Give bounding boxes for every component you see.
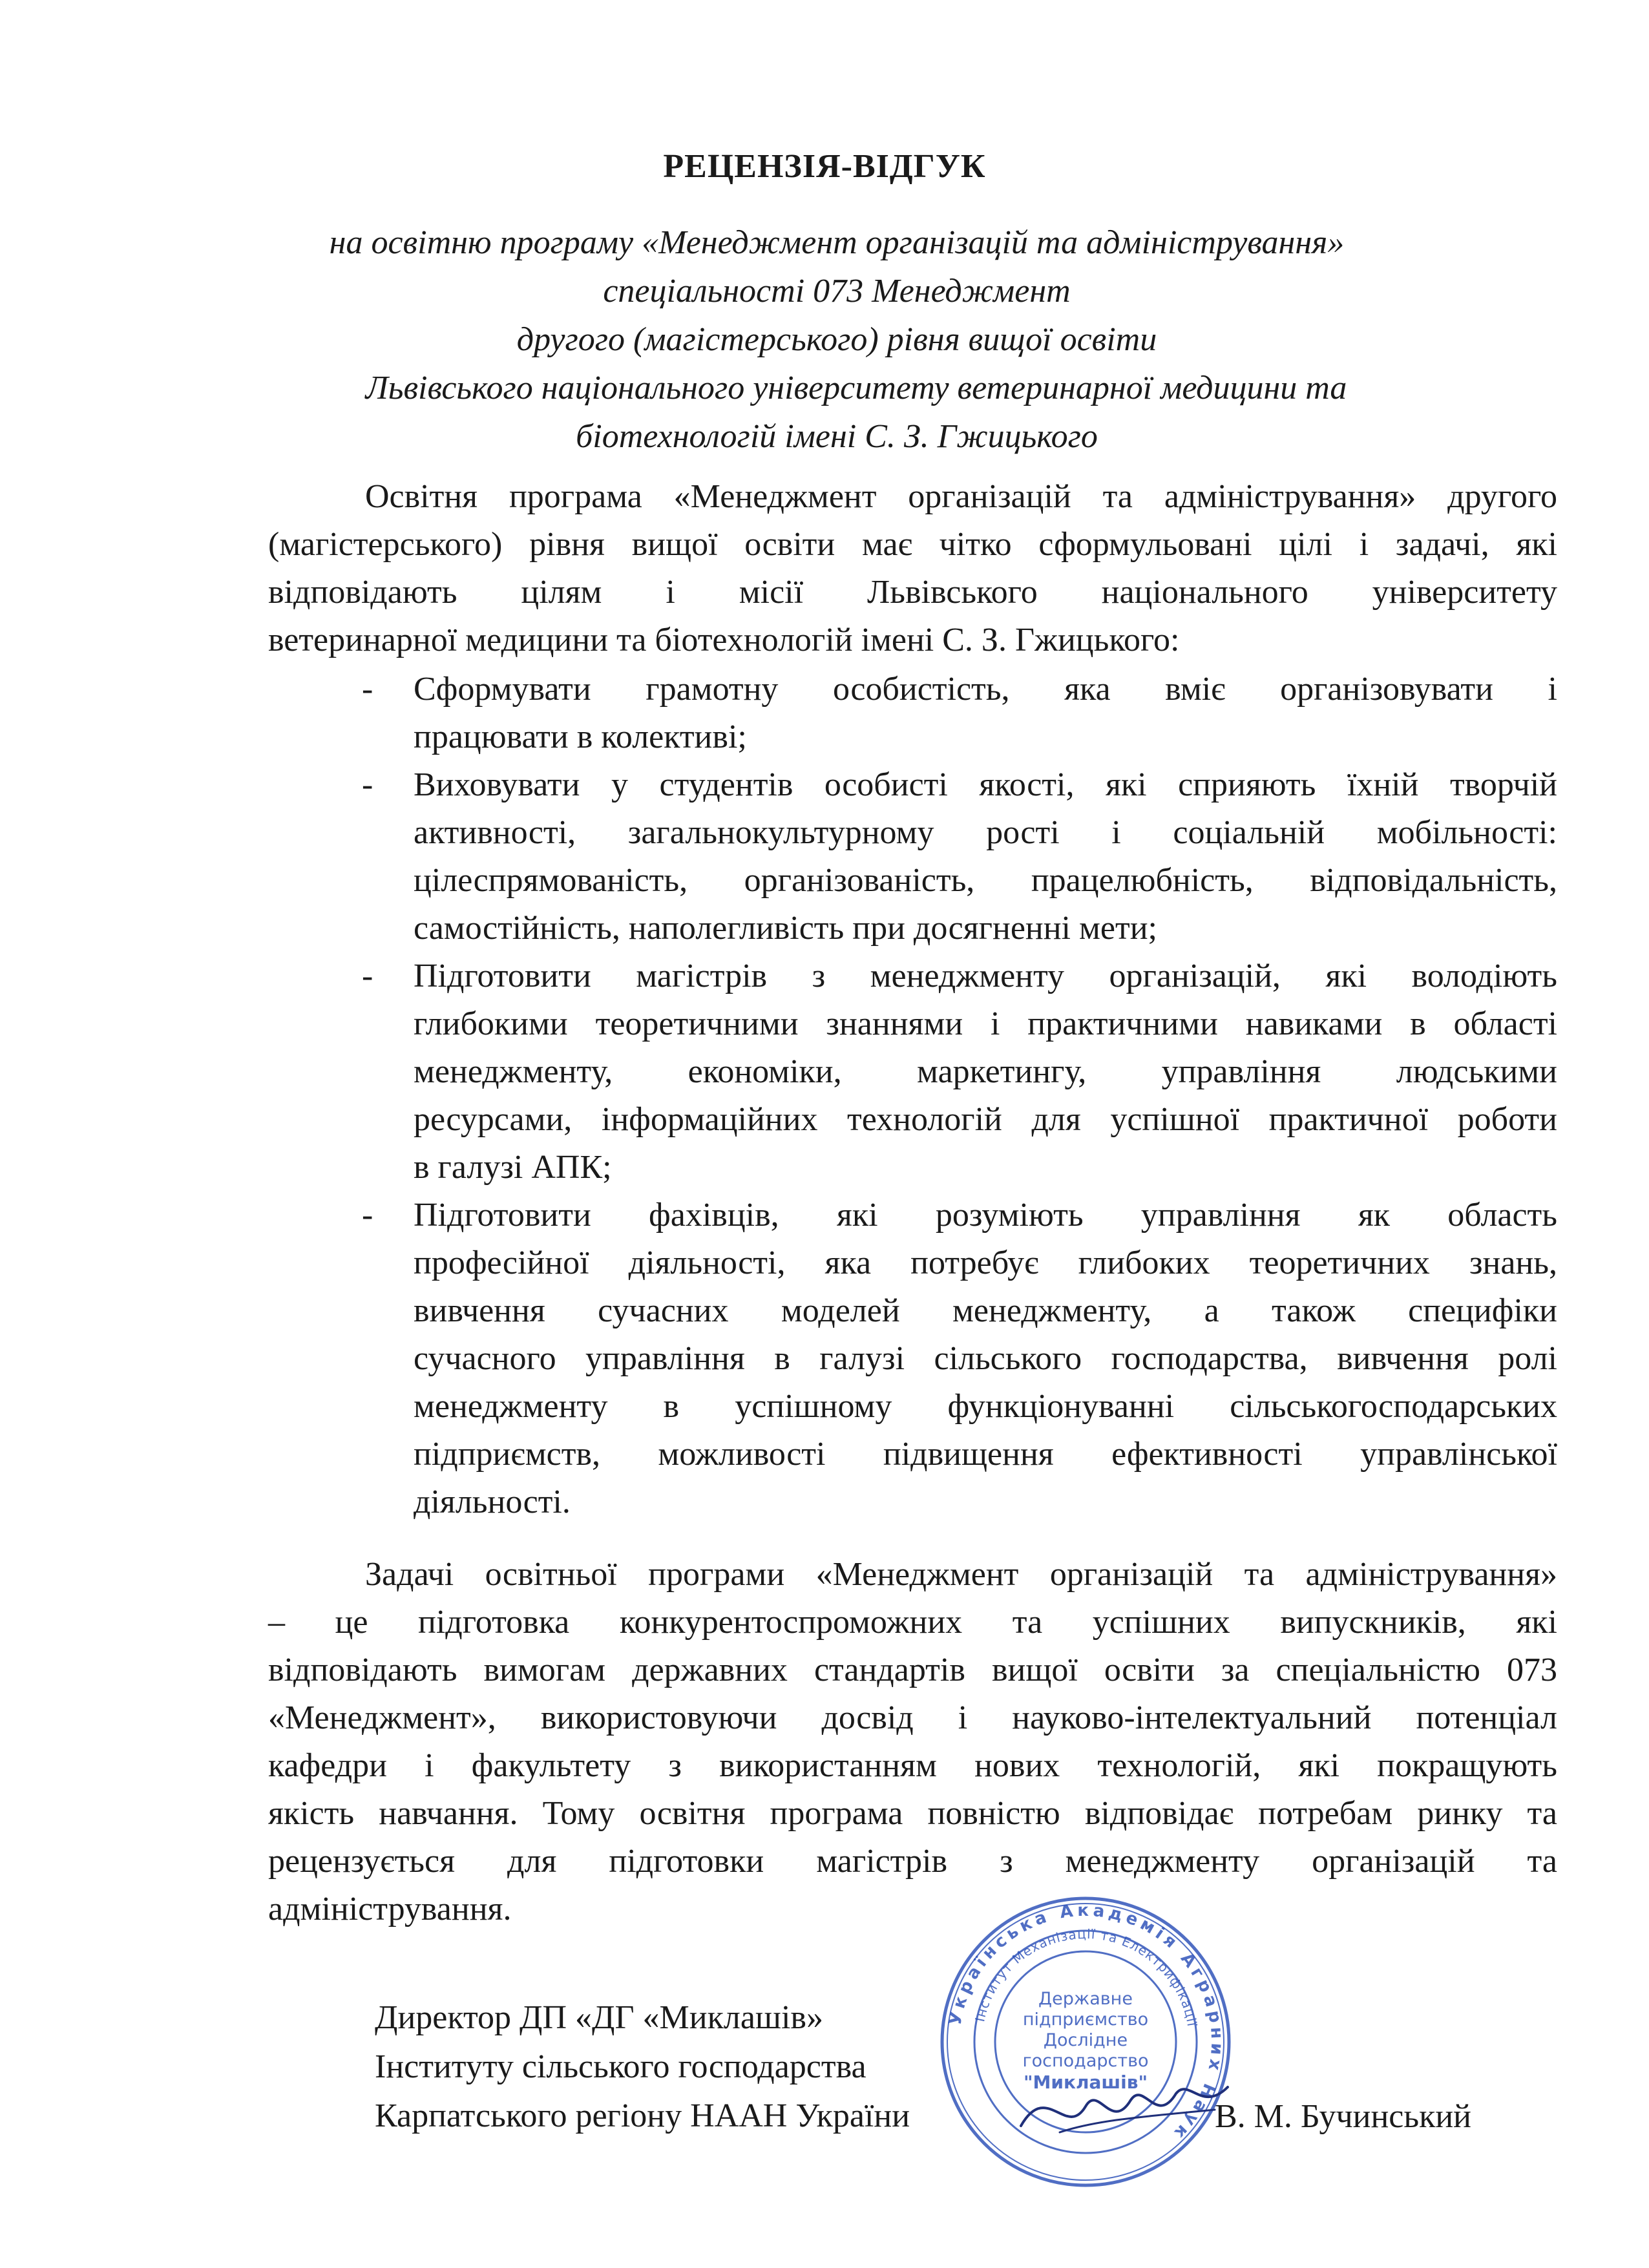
bullet-dash: - [362,766,373,803]
intro-line: ветеринарної медицини та біотехнологій імені С. З. Гжицького: [268,622,1180,658]
bullet-dash: - [362,1197,373,1234]
intro-paragraph [268,473,1557,664]
bullet-line: підприємств, можливості підвищення ефективності управлінської [414,1436,1557,1473]
bullet-line: Підготовити фахівців, які розуміють управління як область [414,1197,1557,1234]
goals-list [362,666,1557,1526]
bullet-line: активності, загальнокультурному рості і соціальній мобільності: [414,814,1557,851]
stamp-inner-text: Інститут Механізації та Електрифікації [972,1926,1201,2028]
list-item [362,952,1557,1192]
bullet-line: менеджменту, економіки, маркетингу, управління людськими [414,1053,1557,1090]
bullet-line: професійної діяльності, яка потребує глибоких теоретичних знань, [414,1244,1557,1281]
bullet-dash: - [362,958,373,994]
tasks-paragraph [268,1551,1557,1933]
tasks-line: кафедри і факультету з використанням нових технологій, які покращують [268,1747,1557,1784]
stamp-outer-text: Українська Академія Аграрних Наук [945,1900,1227,2145]
list-item [362,666,1557,761]
signatory-name: В. М. Бучинський [1215,2098,1472,2135]
stamp-center-line: господарство [1022,2051,1149,2071]
tasks-line: Задачі освітньої програми «Менеджмент організацій та адміністрування» [365,1556,1557,1593]
stamp-center-line: Дослідне [1043,2030,1128,2050]
bullet-line: Виховувати у студентів особисті якості, які сприяють їхній творчій [414,766,1557,803]
tasks-line: адміністрування. [268,1891,512,1927]
bullet-line: діяльності. [414,1484,571,1520]
tasks-line: – це підготовка конкурентоспроможних та успішних випускників, які [268,1604,1557,1641]
stamp-center-line: Державне [1038,1989,1133,2009]
document-subtitle [246,218,1428,461]
signature-position [375,1993,910,2141]
bullet-line: менеджменту в успішному функціонуванні сільськогосподарських [414,1388,1557,1425]
document-title: РЕЦЕНЗІЯ-ВІДГУК [663,148,986,185]
bullet-line: в галузі АПК; [414,1149,612,1186]
tasks-line: «Менеджмент», використовуючи досвід і науково-інтелектуальний потенціал [268,1699,1557,1736]
intro-line: відповідають цілям і місії Львівського національного університету [268,574,1557,611]
bullet-line: Підготовити магістрів з менеджменту організацій, які володіють [414,958,1557,994]
handwritten-signature [1008,2055,1241,2158]
position-line: Директор ДП «ДГ «Миклашів» [375,1999,823,2036]
bullet-line: глибокими теоретичними знаннями і практичними навиками в області [414,1005,1557,1042]
subtitle-line: на освітню програму «Менеджмент організацій та адміністрування» [329,224,1345,261]
bullet-line: вивчення сучасних моделей менеджменту, а також специфіки [414,1292,1557,1329]
list-item [362,761,1557,952]
bullet-line: працювати в колективі; [414,719,747,755]
bullet-dash: - [362,671,373,708]
tasks-line: рецензується для підготовки магістрів з менеджменту організацій та [268,1843,1557,1880]
list-item [362,1192,1557,1526]
bullet-line: самостійність, наполегливість при досягненні мети; [414,910,1157,947]
subtitle-line: другого (магістерського) рівня вищої освіти [516,321,1157,358]
position-line: Інституту сільського господарства [375,2048,867,2085]
bullet-line: Сформувати грамотну особистість, яка вміє організовувати і [414,671,1557,708]
stamp-center-line: "Миклашів" [1023,2072,1148,2093]
bullet-line: сучасного управління в галузі сільського господарства, вивчення ролі [414,1340,1557,1377]
intro-line: Освітня програма «Менеджмент організацій та адміністрування» другого [365,478,1557,515]
bullet-line: цілеспрямованість, організованість, працелюбність, відповідальність, [414,862,1557,899]
intro-line: (магістерського) рівня вищої освіти має чітко сформульовані цілі і задачі, які [268,526,1557,563]
stamp-center-line: підприємство [1022,2010,1149,2030]
bullet-line: ресурсами, інформаційних технологій для успішної практичної роботи [414,1101,1557,1138]
tasks-line: відповідають вимогам державних стандартів вищої освіти за спеціальністю 073 [268,1652,1557,1688]
subtitle-line: біотехнологій імені С. З. Гжицького [576,418,1098,455]
position-line: Карпатського регіону НААН України [375,2097,910,2134]
subtitle-line: спеціальності 073 Менеджмент [603,273,1071,310]
tasks-line: якість навчання. Тому освітня програма повністю відповідає потребам ринку та [268,1795,1557,1832]
subtitle-line: Львівського національного університету ветеринарної медицини та [365,370,1347,406]
